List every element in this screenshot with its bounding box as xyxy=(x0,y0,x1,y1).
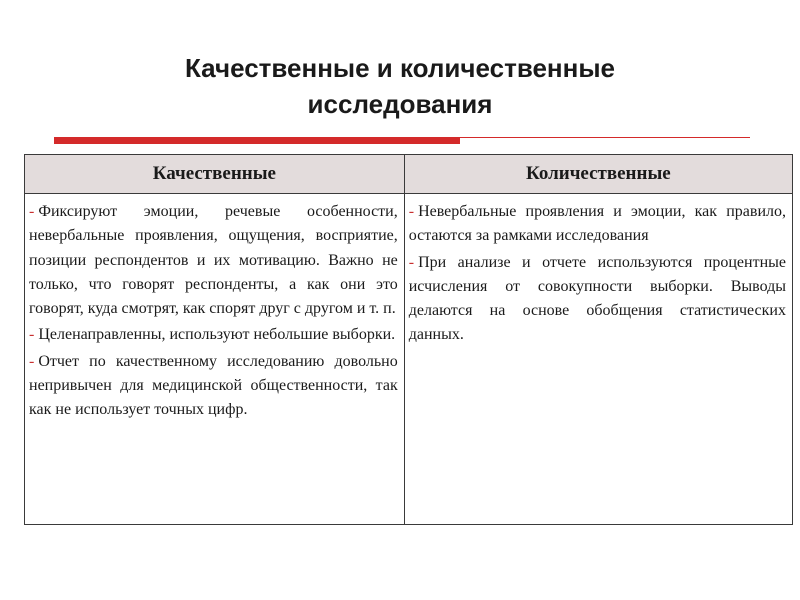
qualitative-item xyxy=(29,200,398,321)
title-line-1: Качественные и количественные xyxy=(185,53,615,83)
list-dash: - xyxy=(408,253,415,271)
qualitative-item-text: Отчет по качественному исследованию довольно непривычен для медицинской общественности, так как не использует точных цифр. xyxy=(29,352,398,419)
qualitative-item xyxy=(29,323,398,347)
title-underline-thin xyxy=(460,137,750,138)
table-body-row xyxy=(25,194,793,525)
header-quantitative: Количественные xyxy=(404,155,792,194)
qualitative-item-text: Целенаправленны, используют небольшие выборки. xyxy=(38,326,396,344)
quantitative-cell xyxy=(404,194,792,525)
table-header-row xyxy=(25,155,793,194)
quantitative-item xyxy=(409,200,786,249)
qualitative-cell xyxy=(25,194,405,525)
quantitative-item-text: Невербальные проявления и эмоции, как правило, остаются за рамками исследования xyxy=(408,203,786,245)
quantitative-item-text: При анализе и отчете используются процентные исчисления от совокупности выборки. Выводы делаются на основе обобщения статистических данных. xyxy=(408,253,786,344)
title-underline-thick xyxy=(54,137,460,144)
list-dash: - xyxy=(29,203,35,220)
list-dash: - xyxy=(29,352,35,370)
comparison-table xyxy=(24,154,793,525)
list-dash: - xyxy=(408,203,415,220)
quantitative-item xyxy=(409,251,786,348)
slide-title xyxy=(60,50,740,122)
qualitative-item xyxy=(29,350,398,423)
list-dash: - xyxy=(29,326,35,344)
qualitative-item-text: Фиксируют эмоции, речевые особенности, невербальные проявления, ощущения, восприятие, позиции респондентов и их мотивацию. Важно не только, что говорят респонденты, а как они это говорят, куда смотрят, как спорят друг с другом и т. п. xyxy=(29,203,398,318)
title-line-2: исследования xyxy=(307,89,493,119)
header-qualitative: Качественные xyxy=(25,155,405,194)
